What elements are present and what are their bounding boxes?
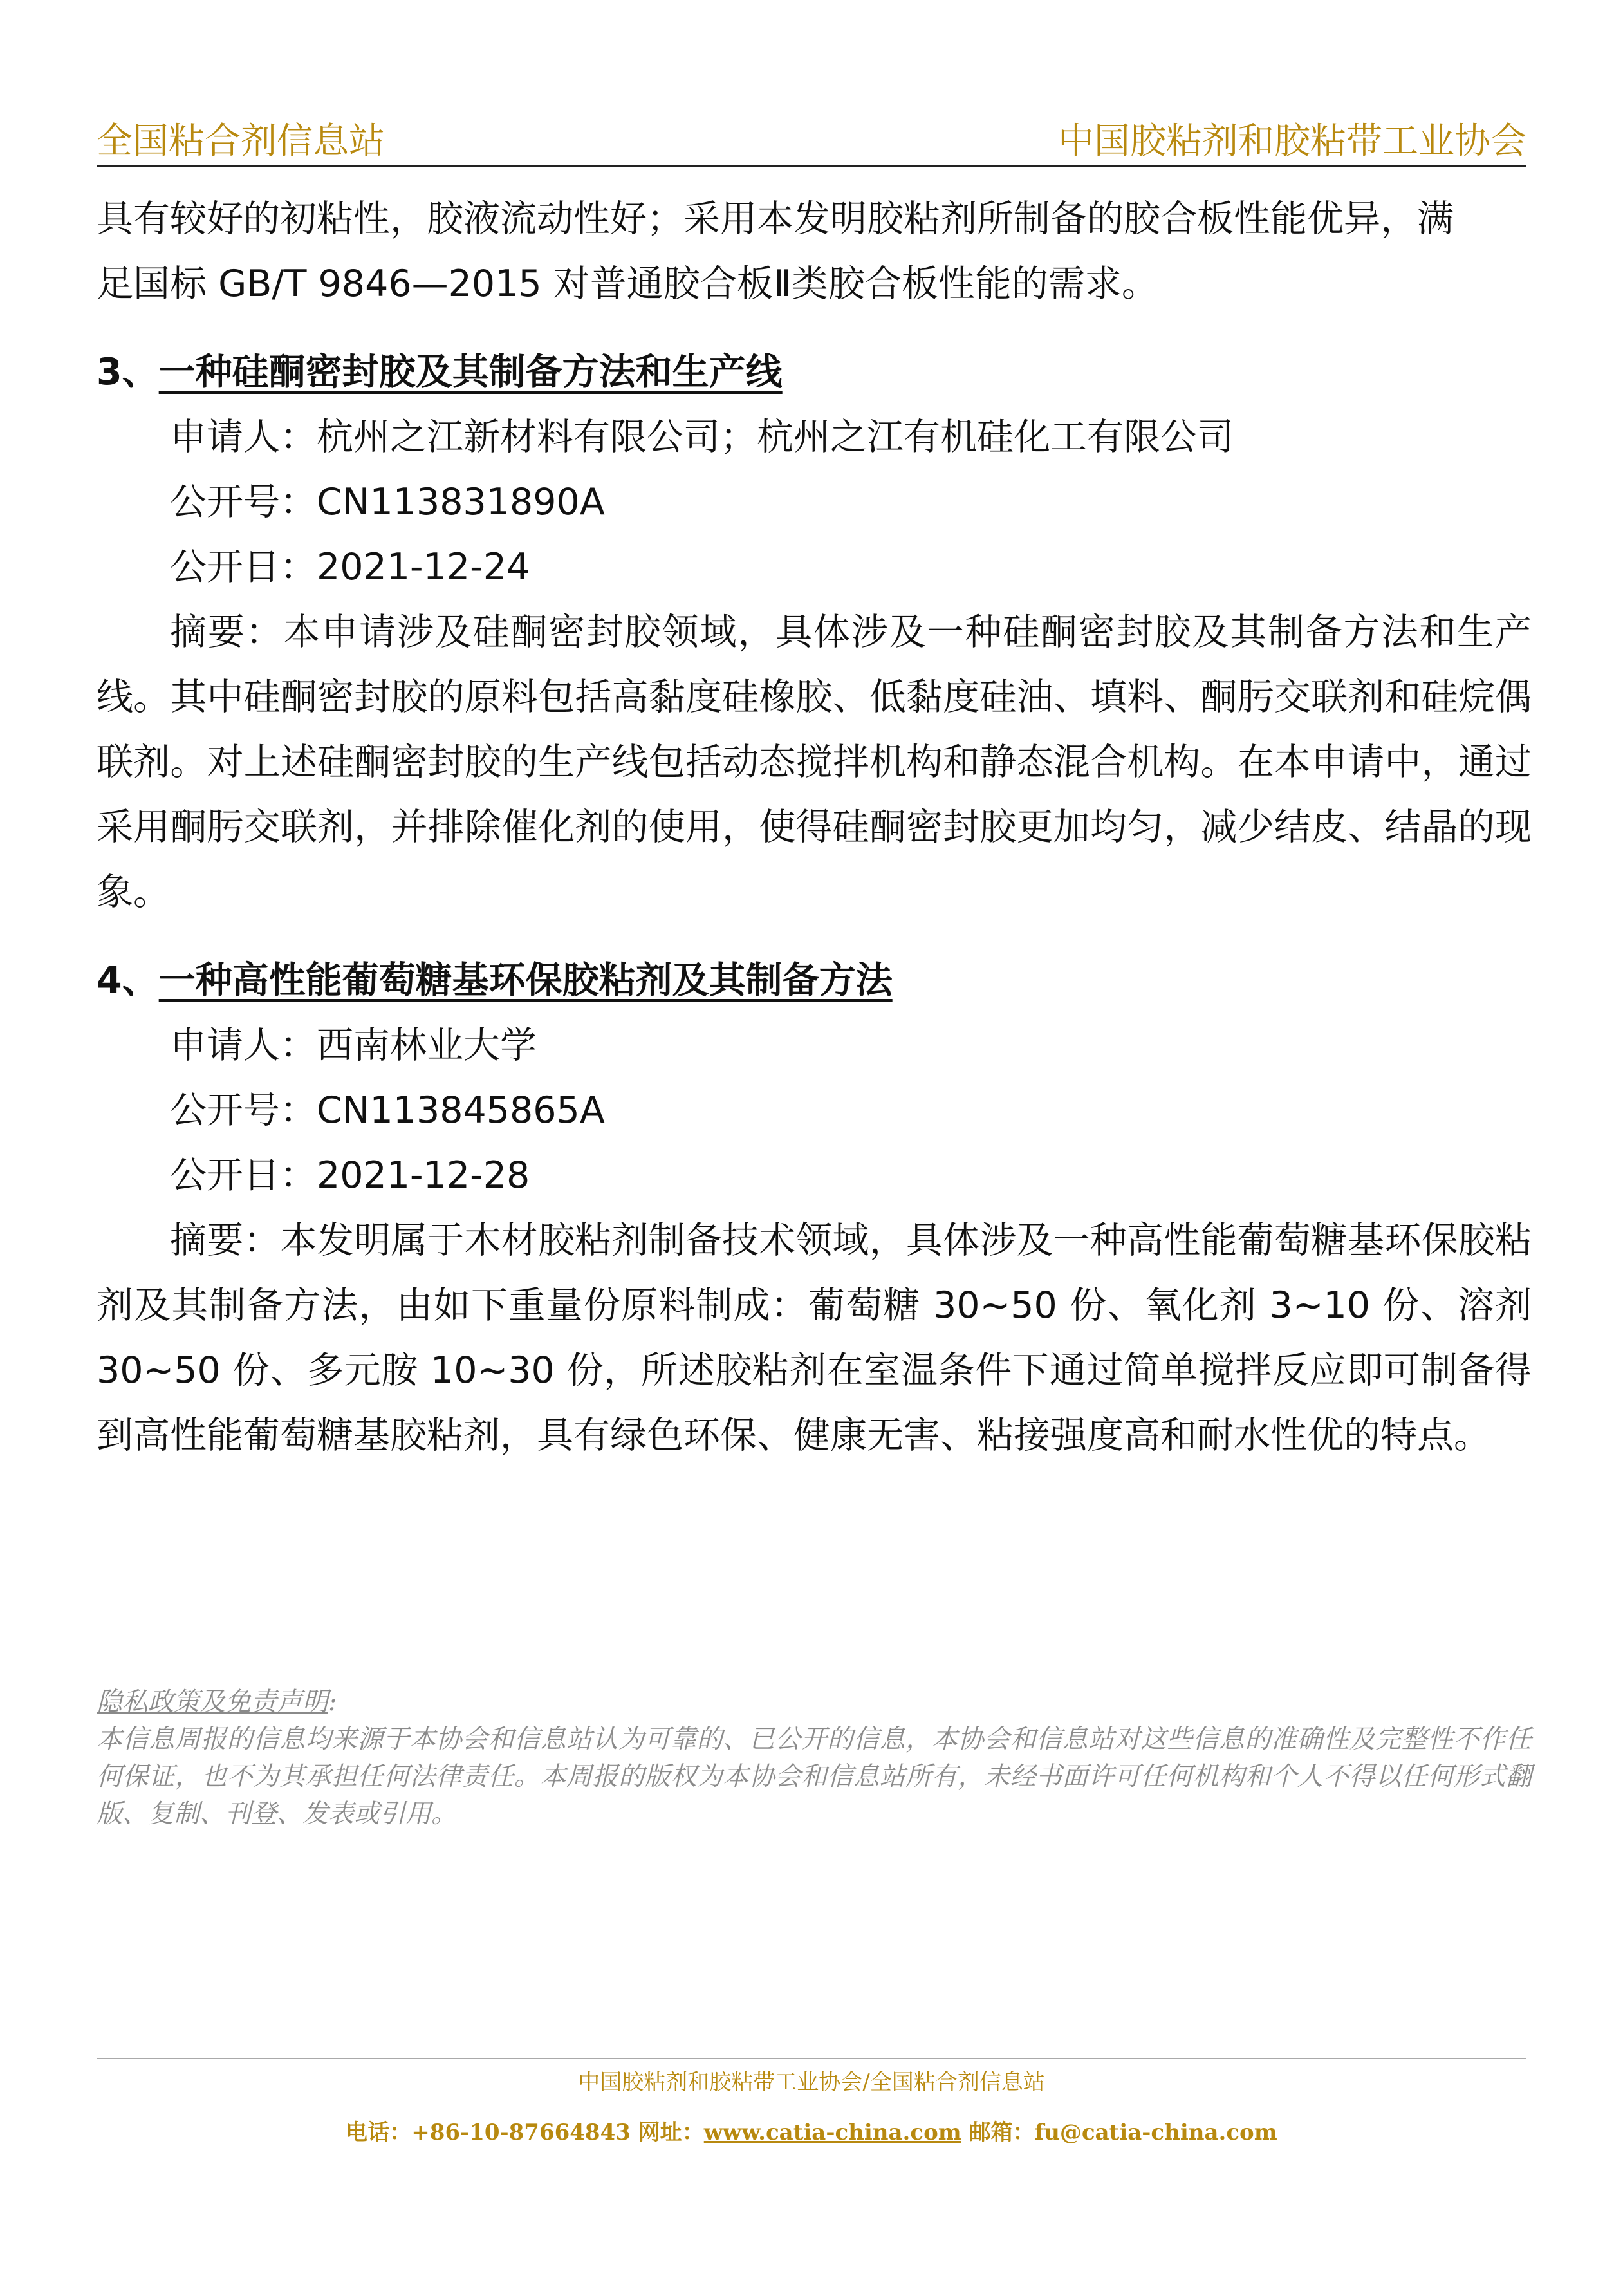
disclaimer: [97, 1683, 1532, 1833]
header-left-title: 全国粘合剂信息站: [97, 120, 385, 162]
main-content: [97, 187, 1532, 1468]
header-right-title: 中国胶粘剂和胶粘带工业协会: [1058, 120, 1526, 162]
item-4-pub-date: 公开日：2021-12-28: [170, 1154, 530, 1197]
footer-org: 中国胶粘剂和胶粘带工业协会/全国粘合剂信息站: [578, 2069, 1045, 2095]
item-3-pub-date: 公开日：2021-12-24: [170, 546, 530, 588]
item-4-heading: [97, 948, 1532, 1013]
item-3-title: 一种硅酮密封胶及其制备方法和生产线: [158, 351, 783, 393]
footer-contact: [0, 2116, 1623, 2149]
item-3-number: 3、: [97, 351, 159, 393]
item-4-number: 4、: [97, 959, 159, 1002]
header-divider: [97, 165, 1526, 167]
item-4-abstract: 摘要：本发明属于木材胶粘剂制备技术领域，具体涉及一种高性能葡萄糖基环保胶粘剂及其制备方法，由如下重量份原料制成：葡萄糖 30~50 份、氧化剂 3~10 份、溶剂 30~50 份、多元胺 10~30 份，所述胶粘剂在室温条件下通过简单搅拌反应即可制备得到高性能葡萄糖基胶粘剂，具有绿色环保、健康无害、粘接强度高和耐水性优的特点。: [97, 1219, 1532, 1457]
disclaimer-title: 隐私政策及免责声明: [97, 1687, 328, 1717]
item-3-pub-no: 公开号：CN113831890A: [170, 481, 605, 523]
item-3-applicant: 申请人：杭州之江新材料有限公司；杭州之江有机硅化工有限公司: [170, 416, 1234, 458]
disclaimer-body: 本信息周报的信息均来源于本协会和信息站认为可靠的、已公开的信息，本协会和信息站对这些信息的准确性及完整性不作任何保证，也不为其承担任何法律责任。本周报的版权为本协会和信息站所有，未经书面许可任何机构和个人不得以任何形式翻版、复制、刊登、发表或引用。: [97, 1724, 1532, 1829]
footer-phone: 电话：+86-10-87664843 网址：: [346, 2120, 704, 2145]
item-3-abstract: 摘要：本申请涉及硅酮密封胶领域，具体涉及一种硅酮密封胶及其制备方法和生产线。其中硅酮密封胶的原料包括高黏度硅橡胶、低黏度硅油、填料、酮肟交联剂和硅烷偶联剂。对上述硅酮密封胶的生产线包括动态搅拌机构和静态混合机构。在本申请中，通过采用酮肟交联剂，并排除催化剂的使用，使得硅酮密封胶更加均匀，减少结皮、结晶的现象。: [97, 611, 1532, 913]
intro-line-1: 具有较好的初粘性，胶液流动性好；采用本发明胶粘剂所制备的胶合板性能优异，满: [97, 198, 1454, 240]
footer-website-link[interactable]: www.catia-china.com: [703, 2120, 961, 2145]
disclaimer-colon: :: [328, 1687, 337, 1717]
intro-line-2: 足国标 GB/T 9846—2015 对普通胶合板Ⅱ类胶合板性能的需求。: [97, 263, 1158, 305]
item-4-pub-no: 公开号：CN113845865A: [170, 1089, 605, 1132]
item-4-title: 一种高性能葡萄糖基环保胶粘剂及其制备方法: [158, 959, 893, 1002]
item-3-heading: [97, 340, 1532, 405]
footer-divider: [97, 2058, 1526, 2059]
item-4-applicant: 申请人：西南林业大学: [170, 1024, 537, 1067]
footer-email: 邮箱：fu@catia-china.com: [961, 2120, 1277, 2145]
